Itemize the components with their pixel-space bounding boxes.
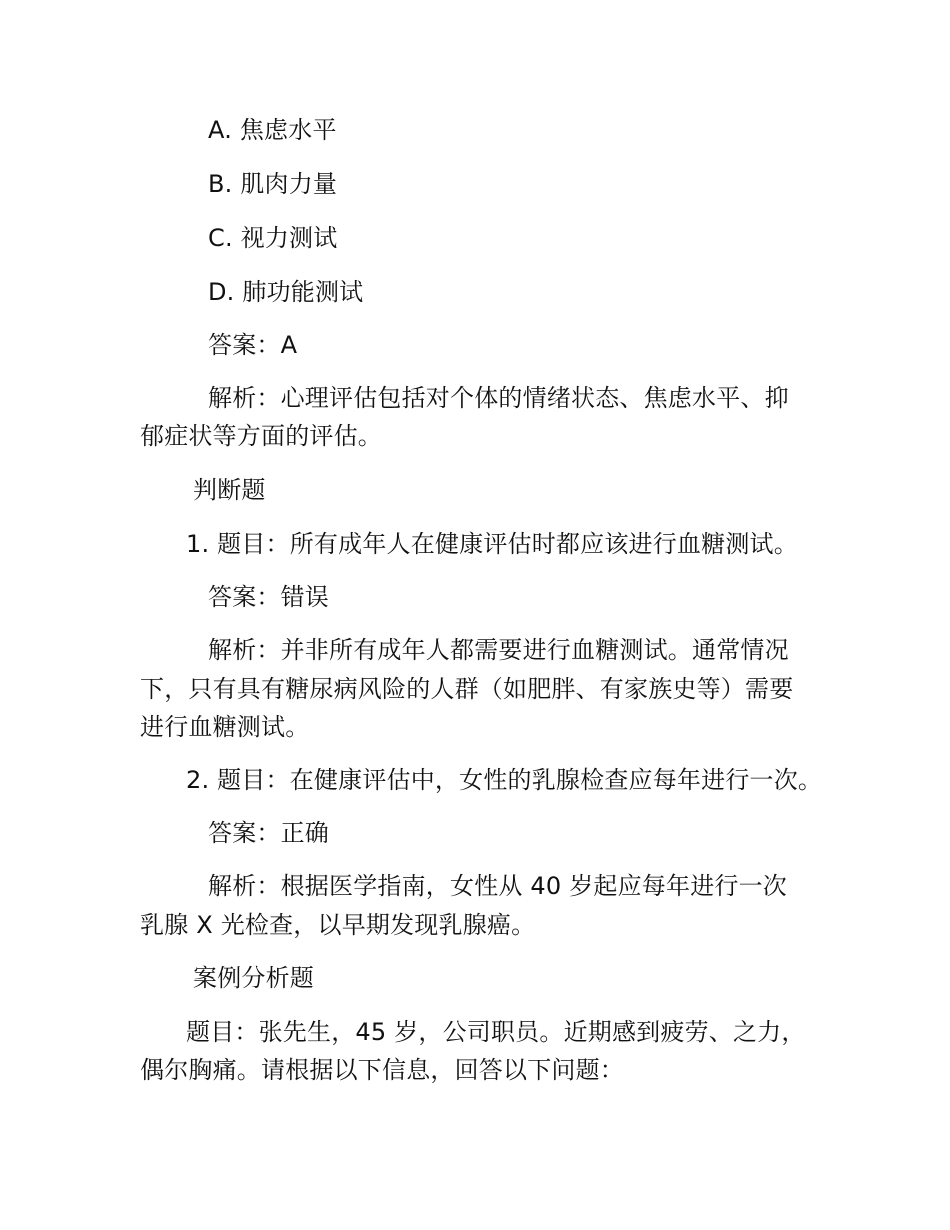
mc-analysis-line-1: 解析：心理评估包括对个体的情绪状态、焦虑水平、抑 (208, 384, 789, 412)
case-section-title: 案例分析题 (193, 964, 314, 992)
mc-analysis-line-2: 郁症状等方面的评估。 (140, 422, 382, 450)
tf-analysis-2-line-2: 乳腺 X 光检查，以早期发现乳腺癌。 (140, 911, 536, 939)
case-question-line-2: 偶尔胸痛。请根据以下信息，回答以下问题： (140, 1056, 624, 1084)
mc-answer: 答案：A (208, 331, 298, 359)
case-question-line-1: 题目：张先生，45 岁，公司职员。近期感到疲劳、之力， (186, 1018, 806, 1046)
option-b: B. 肌肉力量 (208, 170, 338, 198)
tf-question-1: 1. 题目：所有成年人在健康评估时都应该进行血糖测试。 (186, 530, 798, 558)
tf-answer-1: 答案：错误 (208, 583, 329, 611)
tf-section-title: 判断题 (193, 476, 266, 504)
tf-analysis-1-line-2: 下，只有具有糖尿病风险的人群（如肥胖、有家族史等）需要 (140, 675, 794, 703)
option-a: A. 焦虑水平 (208, 116, 337, 144)
tf-analysis-1-line-3: 进行血糖测试。 (140, 713, 310, 741)
tf-question-2: 2. 题目：在健康评估中，女性的乳腺检查应每年进行一次。 (186, 766, 823, 794)
tf-analysis-1-line-1: 解析：并非所有成年人都需要进行血糖测试。通常情况 (208, 636, 789, 664)
tf-analysis-2-line-1: 解析：根据医学指南，女性从 40 岁起应每年进行一次 (208, 872, 787, 900)
tf-answer-2: 答案：正确 (208, 819, 329, 847)
option-d: D. 肺功能测试 (208, 278, 364, 306)
option-c: C. 视力测试 (208, 224, 338, 252)
